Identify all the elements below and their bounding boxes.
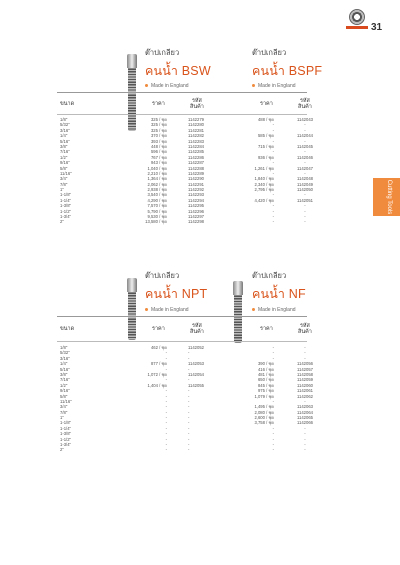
price-cell: 4,290 / ชุด	[147, 197, 167, 203]
size-cell: 5/16"	[60, 138, 70, 144]
code-cell: 1142298	[188, 219, 204, 225]
code-cell: -	[304, 398, 306, 404]
made-in-england-nf	[252, 307, 296, 313]
code-cell: 1142295	[188, 203, 204, 209]
price-cell: -	[165, 442, 167, 448]
made-in-england-bspf	[252, 83, 296, 89]
npt-code-column	[188, 345, 218, 453]
price-cell: 715 / ชุด	[257, 143, 274, 149]
section-title-bsw: คนน้ำ BSW	[145, 64, 211, 78]
code-cell: 1142066	[297, 420, 313, 426]
size-cell: 5/8"	[60, 165, 68, 171]
price-cell: -	[165, 377, 167, 383]
npt-price-column	[125, 345, 167, 453]
page-number: 31	[371, 22, 383, 33]
code-cell: -	[304, 345, 306, 350]
code-cell: 1142287	[188, 160, 204, 166]
code-cell: -	[188, 425, 190, 431]
price-cell: -	[272, 355, 274, 361]
code-cell: -	[304, 214, 306, 220]
size-cell: 1-1/8"	[60, 192, 72, 198]
code-cell: -	[304, 442, 306, 448]
bsw-size-column	[60, 117, 90, 225]
price-cell: 1,079 / ชุด	[254, 393, 274, 399]
price-cell: 943 / ชุด	[150, 160, 167, 166]
made-label: Made in England	[258, 307, 296, 313]
bspf-price-column	[232, 117, 274, 225]
size-cell: 7/16"	[60, 377, 70, 383]
price-cell: 1,261 / ชุด	[254, 165, 274, 171]
price-cell: -	[272, 447, 274, 453]
code-cell: 1142044	[297, 133, 313, 139]
brand-logo-icon	[349, 9, 365, 25]
size-cell: 1/4"	[60, 133, 68, 139]
code-cell: -	[304, 431, 306, 437]
code-cell: 1142064	[297, 409, 313, 415]
price-cell: -	[272, 170, 274, 176]
price-cell: -	[272, 425, 274, 431]
price-cell: 2,080 / ชุด	[254, 409, 274, 415]
price-cell: 3,758 / ชุด	[254, 420, 274, 426]
price-cell: 325 / ชุด	[150, 122, 167, 128]
table-header-rule-bottom	[57, 341, 307, 342]
code-cell: -	[188, 393, 190, 399]
code-cell: 1142051	[297, 197, 313, 203]
size-cell: 1/8"	[60, 117, 68, 122]
price-cell: 1,404 / ชุด	[147, 382, 167, 388]
price-cell: 845 / ชุด	[257, 382, 274, 388]
section-subtitle-bsw: ต๊าปเกลียว	[145, 48, 180, 57]
code-cell: 1142062	[297, 393, 313, 399]
code-cell: -	[304, 149, 306, 155]
header-size-top: ขนาด	[60, 101, 75, 107]
price-cell: 416 / ชุด	[257, 366, 274, 372]
size-cell: 5/16"	[60, 366, 70, 372]
code-cell: -	[304, 436, 306, 442]
code-cell: 1142065	[297, 415, 313, 421]
price-cell: -	[165, 415, 167, 421]
size-cell: 5/32"	[60, 122, 70, 128]
code-cell: 1142286	[188, 154, 204, 160]
code-cell: -	[188, 436, 190, 442]
size-cell: 1-1/2"	[60, 436, 72, 442]
size-cell: 1-3/8"	[60, 203, 72, 209]
code-cell: -	[188, 409, 190, 415]
table-top-rule	[57, 92, 307, 93]
code-cell: 1142292	[188, 187, 204, 193]
price-cell: -	[272, 138, 274, 144]
code-cell: 1142290	[188, 176, 204, 182]
size-cell: 1"	[60, 415, 64, 421]
code-cell: -	[304, 425, 306, 431]
size-cell: 1-3/4"	[60, 442, 72, 448]
size-cell: 9/16"	[60, 388, 70, 394]
price-cell: 1,495 / ชุด	[254, 404, 274, 410]
price-cell: -	[165, 436, 167, 442]
code-cell: 1142060	[297, 382, 313, 388]
code-cell: 1142061	[297, 388, 313, 394]
code-cell: 1142296	[188, 208, 204, 214]
code-cell: 1142048	[297, 176, 313, 182]
price-cell: 975 / ชุด	[257, 388, 274, 394]
header-price-nf: ราคา	[260, 326, 273, 332]
code-cell: 1142045	[297, 143, 313, 149]
price-cell: -	[272, 431, 274, 437]
code-cell: 1142046	[297, 154, 313, 160]
code-cell: -	[304, 122, 306, 128]
price-cell: -	[272, 192, 274, 198]
price-cell: -	[165, 393, 167, 399]
bullet-icon	[252, 308, 255, 311]
section-subtitle-nf: ต๊าปเกลียว	[252, 271, 287, 280]
price-cell: -	[272, 122, 274, 128]
size-cell: 11/16"	[60, 398, 72, 404]
price-cell: 2,938 / ชุด	[147, 187, 167, 193]
price-cell: 2,340 / ชุด	[254, 181, 274, 187]
size-cell: 3/8"	[60, 371, 68, 377]
price-cell: -	[272, 127, 274, 133]
price-cell: 481 / ชุด	[257, 371, 274, 377]
size-cell: 3/4"	[60, 404, 68, 410]
price-cell: -	[165, 409, 167, 415]
price-cell: 650 / ชุด	[257, 377, 274, 383]
price-cell: 1,364 / ชุด	[147, 176, 167, 182]
code-cell: 1142053	[188, 361, 204, 367]
size-cell: 1/8"	[60, 345, 68, 350]
section-subtitle-npt: ต๊าปเกลียว	[145, 271, 180, 280]
price-cell: 585 / ชุด	[257, 133, 274, 139]
price-cell: -	[165, 425, 167, 431]
code-cell: -	[304, 127, 306, 133]
code-cell: -	[188, 442, 190, 448]
table-header-rule-top	[57, 114, 307, 115]
code-cell: 1142279	[188, 117, 204, 122]
code-cell: 1142280	[188, 122, 204, 128]
code-cell: -	[188, 420, 190, 426]
size-cell: 7/8"	[60, 181, 68, 187]
size-cell: 1/2"	[60, 382, 68, 388]
price-cell: 390 / ชุด	[257, 361, 274, 367]
size-cell: 1"	[60, 187, 64, 193]
price-cell: 3,540 / ชุด	[147, 192, 167, 198]
price-cell: 877 / ชุด	[150, 361, 167, 367]
code-cell: 1142052	[188, 345, 204, 350]
price-cell: -	[165, 420, 167, 426]
price-cell: 448 / ชุด	[150, 143, 167, 149]
code-cell: -	[188, 355, 190, 361]
price-cell: -	[272, 214, 274, 220]
code-cell: 1142057	[297, 366, 313, 372]
code-cell: -	[304, 138, 306, 144]
size-cell: 7/16"	[60, 149, 70, 155]
bsw-price-column	[125, 117, 167, 225]
price-cell: 2,795 / ชุด	[254, 187, 274, 193]
code-cell: -	[304, 208, 306, 214]
price-cell: 4,420 / ชุด	[254, 197, 274, 203]
side-tab-label: Cutting Tools	[386, 179, 392, 215]
size-cell: 1/2"	[60, 154, 68, 160]
price-cell: 1,040 / ชุด	[147, 165, 167, 171]
code-cell: -	[304, 219, 306, 225]
price-cell: -	[165, 366, 167, 372]
price-cell: -	[272, 398, 274, 404]
size-cell: 7/8"	[60, 409, 68, 415]
price-cell: 767 / ชุด	[150, 154, 167, 160]
size-cell: 1/4"	[60, 361, 68, 367]
size-cell: 1-1/4"	[60, 197, 72, 203]
header-price-bspf: ราคา	[260, 101, 273, 107]
header-code-bspf: รหัส สินค้า	[298, 98, 312, 110]
section-title-nf: คนน้ำ NF	[252, 287, 306, 301]
code-cell: 1142281	[188, 127, 204, 133]
size-cell: 2"	[60, 219, 64, 225]
code-cell: 1142291	[188, 181, 204, 187]
bsw-code-column	[188, 117, 218, 225]
made-label: Made in England	[151, 307, 189, 313]
price-cell: -	[272, 160, 274, 166]
code-cell: -	[304, 203, 306, 209]
size-cell: 3/16"	[60, 127, 70, 133]
size-cell: 1-1/4"	[60, 425, 72, 431]
made-in-england-npt	[145, 307, 189, 313]
code-cell: -	[188, 398, 190, 404]
price-cell: -	[272, 208, 274, 214]
price-cell: 5,790 / ชุด	[147, 208, 167, 214]
size-cell: 1-3/8"	[60, 431, 72, 437]
price-cell: -	[165, 404, 167, 410]
made-label: Made in England	[151, 83, 189, 89]
price-cell: -	[165, 447, 167, 453]
header-code-bsw: รหัส สินค้า	[190, 98, 204, 110]
code-cell: 1142054	[188, 371, 204, 377]
code-cell: 1142050	[297, 187, 313, 193]
code-cell: -	[188, 377, 190, 383]
code-cell: -	[188, 350, 190, 356]
made-in-england-bsw	[145, 83, 189, 89]
code-cell: 1142293	[188, 192, 204, 198]
price-cell: -	[165, 398, 167, 404]
tap-tool-image-nf	[234, 293, 242, 343]
section-subtitle-bspf: ต๊าปเกลียว	[252, 48, 287, 57]
code-cell: -	[188, 415, 190, 421]
size-cell: 1-1/2"	[60, 208, 72, 214]
price-cell: -	[165, 355, 167, 361]
price-cell: 393 / ชุด	[150, 138, 167, 144]
bullet-icon	[252, 84, 255, 87]
nf-code-column	[290, 345, 320, 453]
code-cell: 1142294	[188, 197, 204, 203]
size-cell: 3/4"	[60, 176, 68, 182]
price-cell: -	[272, 442, 274, 448]
code-cell: 1142282	[188, 133, 204, 139]
side-tab-cutting-tools[interactable]	[373, 178, 400, 216]
price-cell: 488 / ชุด	[257, 117, 274, 122]
header-code-nf: รหัส สินค้า	[298, 323, 312, 335]
price-cell: 2,600 / ชุด	[254, 415, 274, 421]
price-cell: 1,840 / ชุด	[254, 176, 274, 182]
size-cell: 5/8"	[60, 393, 68, 399]
price-cell: 936 / ชุด	[257, 154, 274, 160]
code-cell: 1142285	[188, 149, 204, 155]
price-cell: 325 / ชุด	[150, 117, 167, 122]
header-size-bottom: ขนาด	[60, 326, 75, 332]
price-cell: -	[272, 203, 274, 209]
size-cell: 1-1/8"	[60, 420, 72, 426]
price-cell: 13,580 / ชุด	[145, 219, 167, 225]
code-cell: -	[304, 350, 306, 356]
price-cell: 2,210 / ชุด	[147, 170, 167, 176]
price-cell: 7,570 / ชุด	[147, 203, 167, 209]
code-cell: -	[304, 355, 306, 361]
price-cell: -	[272, 345, 274, 350]
code-cell: -	[188, 447, 190, 453]
code-cell: 1142058	[297, 371, 313, 377]
code-cell: 1142059	[297, 377, 313, 383]
code-cell: -	[188, 366, 190, 372]
price-cell: -	[272, 219, 274, 225]
code-cell: 1142043	[297, 117, 313, 122]
code-cell: -	[304, 447, 306, 453]
table-bottom-rule	[57, 316, 307, 317]
code-cell: -	[188, 388, 190, 394]
bullet-icon	[145, 308, 148, 311]
npt-size-column	[60, 345, 90, 453]
code-cell: -	[304, 192, 306, 198]
code-cell: -	[304, 170, 306, 176]
size-cell: 11/16"	[60, 170, 72, 176]
size-cell: 1-3/4"	[60, 214, 72, 220]
code-cell: -	[304, 160, 306, 166]
code-cell: 1142056	[297, 361, 313, 367]
price-cell: 2,062 / ชุด	[147, 181, 167, 187]
made-label: Made in England	[258, 83, 296, 89]
size-cell: 3/16"	[60, 355, 70, 361]
price-cell: 325 / ชุด	[150, 127, 167, 133]
header-code-npt: รหัส สินค้า	[190, 323, 204, 335]
code-cell: -	[188, 404, 190, 410]
code-cell: 1142297	[188, 214, 204, 220]
size-cell: 9/16"	[60, 160, 70, 166]
code-cell: 1142288	[188, 165, 204, 171]
section-title-npt: คนน้ำ NPT	[145, 287, 208, 301]
header-price-npt: ราคา	[152, 326, 165, 332]
code-cell: 1142284	[188, 143, 204, 149]
price-cell: 9,530 / ชุด	[147, 214, 167, 220]
price-cell: 370 / ชุด	[150, 133, 167, 139]
header-price-bsw: ราคา	[152, 101, 165, 107]
code-cell: 1142063	[297, 404, 313, 410]
price-cell: -	[165, 431, 167, 437]
code-cell: 1142047	[297, 165, 313, 171]
code-cell: -	[188, 431, 190, 437]
price-cell: -	[165, 388, 167, 394]
code-cell: 1142283	[188, 138, 204, 144]
price-cell: 596 / ชุด	[150, 149, 167, 155]
nf-price-column	[232, 345, 274, 453]
code-cell: 1142289	[188, 170, 204, 176]
bspf-code-column	[290, 117, 320, 225]
section-title-bspf: คนน้ำ BSPF	[252, 64, 323, 78]
bullet-icon	[145, 84, 148, 87]
size-cell: 5/32"	[60, 350, 70, 356]
price-cell: 1,072 / ชุด	[147, 371, 167, 377]
price-cell: 462 / ชุด	[150, 345, 167, 350]
price-cell: -	[272, 149, 274, 155]
price-cell: -	[165, 350, 167, 356]
price-cell: -	[272, 436, 274, 442]
size-cell: 3/8"	[60, 143, 68, 149]
size-cell: 2"	[60, 447, 64, 453]
brand-logo-bar	[346, 26, 368, 29]
price-cell: -	[272, 350, 274, 356]
code-cell: 1142049	[297, 181, 313, 187]
tap-tool-image-npt	[128, 290, 136, 340]
code-cell: 1142055	[188, 382, 204, 388]
